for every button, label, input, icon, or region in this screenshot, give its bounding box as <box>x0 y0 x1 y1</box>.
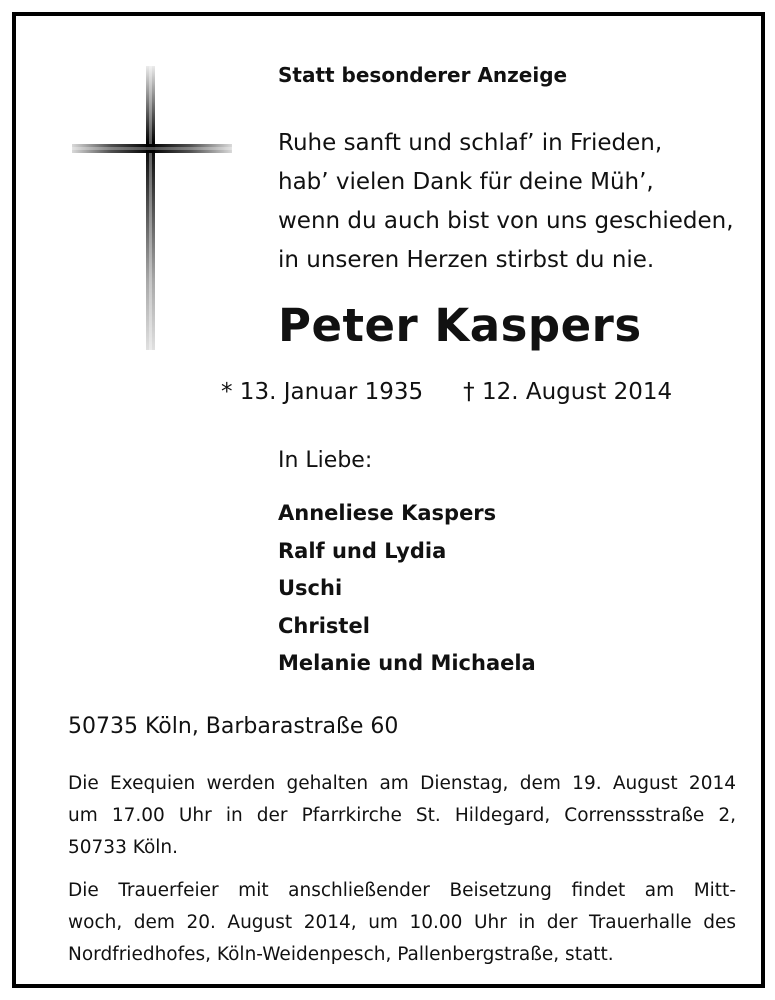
mourner-name: Christel <box>278 613 370 638</box>
birth-date: * 13. Januar 1935 <box>221 379 424 405</box>
paragraph-line: Die Trauerfeier mit anschließender Beisetzung findet am Mitt- <box>68 880 736 901</box>
paragraph-line: um 17.00 Uhr in der Pfarrkirche St. Hildegard, Correnssstraße 2, <box>68 805 736 826</box>
paragraph-line: Nordfriedhofes, Köln-Weidenpesch, Pallenbergstraße, statt. <box>68 944 614 965</box>
mourner-name: Uschi <box>278 576 343 600</box>
cross-horizontal-beam <box>72 144 232 153</box>
paragraph-line: Die Exequien werden gehalten am Dienstag, dem 19. August 2014 <box>68 773 736 794</box>
family-address: 50735 Köln, Barbarastraße 60 <box>68 714 399 739</box>
mourner-name: Ralf und Lydia <box>278 538 447 563</box>
paragraph-line: 50733 Köln. <box>68 837 179 858</box>
obituary-notice <box>12 12 765 988</box>
poem-line: in unseren Herzen stirbst du nie. <box>278 247 655 273</box>
poem-line: hab’ vielen Dank für deine Müh’, <box>278 169 654 195</box>
deceased-name: Peter Kaspers <box>278 299 642 352</box>
paragraph-line: woch, dem 20. August 2014, um 10.00 Uhr in der Trauerhalle des <box>68 912 736 933</box>
death-date: † 12. August 2014 <box>463 379 673 405</box>
poem-line: wenn du auch bist von uns geschieden, <box>278 208 734 234</box>
in-love-label: In Liebe: <box>278 448 373 473</box>
poem-line: Ruhe sanft und schlaf’ in Frieden, <box>278 130 663 156</box>
poem <box>278 124 734 280</box>
mourner-name: Melanie und Michaela <box>278 651 536 675</box>
mourners-list <box>278 495 536 683</box>
cross-vertical-beam <box>146 66 155 350</box>
life-dates <box>221 379 672 405</box>
burial-paragraph <box>68 875 736 971</box>
mourner-name: Anneliese Kaspers <box>278 501 497 525</box>
cross-icon <box>72 66 232 350</box>
notice-headline: Statt besonderer Anzeige <box>278 63 568 87</box>
funeral-mass-paragraph <box>68 768 736 864</box>
